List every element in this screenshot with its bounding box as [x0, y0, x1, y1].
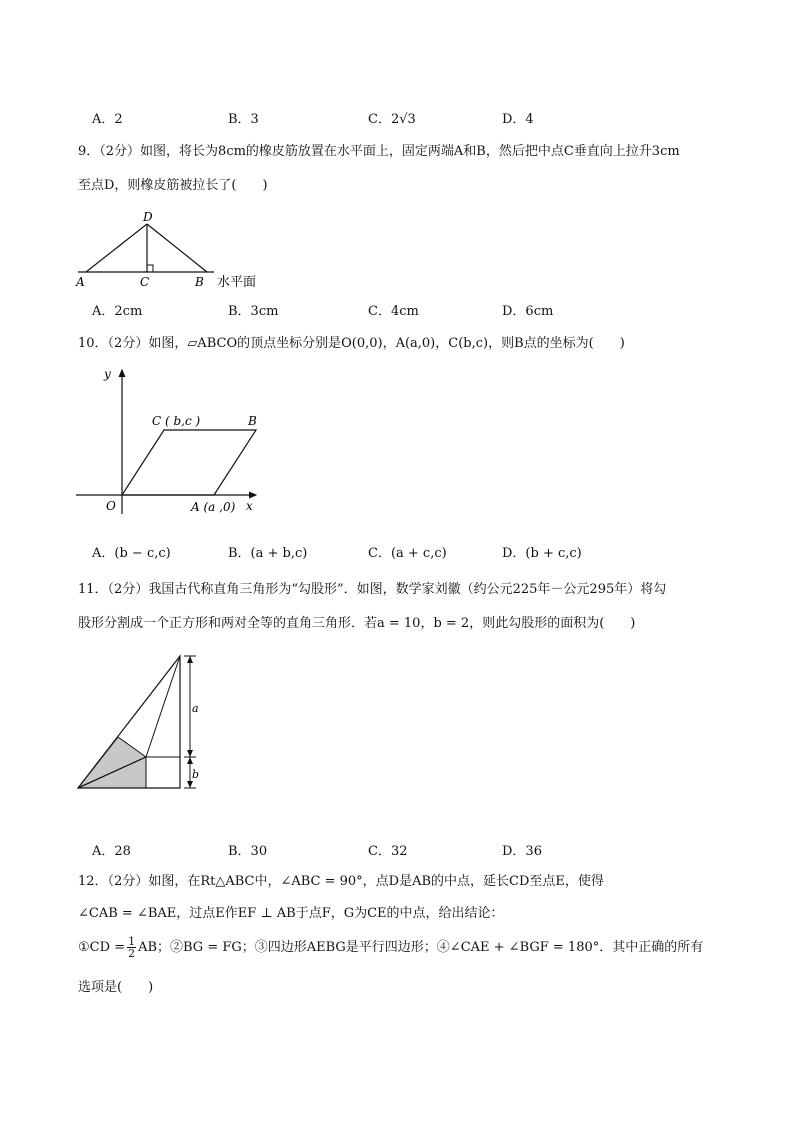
q10-option-a[interactable]: A．(b − c,c): [92, 546, 171, 561]
q10-label-c: C ( b,c ): [152, 414, 201, 428]
q9-option-a[interactable]: A．2cm: [92, 304, 143, 319]
q8-option-a[interactable]: A．2: [92, 112, 123, 127]
q9-right-angle-mark: [147, 265, 153, 272]
q12-stem-line2: ∠CAB = ∠BAE，过点E作EF ⊥ AB于点F，G为CE的中点，给出结论：: [78, 906, 504, 921]
q10-label-a: A (a ,0): [191, 500, 236, 514]
q9-option-b[interactable]: B．3cm: [228, 304, 279, 319]
q8-option-d[interactable]: D．4: [502, 112, 534, 127]
q10-figure: [72, 362, 272, 522]
q9-segment-bd: [147, 224, 207, 272]
q12-stem-line1: 12．（2分）如图，在Rt△ABC中，∠ABC = 90°，点D是AB的中点，延长CD至点E，使得: [78, 874, 604, 889]
q9-label-c: C: [140, 275, 150, 289]
q11-label-b: b: [192, 768, 200, 781]
q12-stem-line3: [78, 934, 728, 962]
q8-option-c[interactable]: C．2√3: [368, 112, 416, 127]
q11-option-a[interactable]: A．28: [92, 844, 131, 859]
q9-label-ground: 水平面: [217, 275, 257, 290]
q9-figure: [74, 208, 274, 292]
q10-label-x: x: [246, 499, 253, 513]
q9-option-c[interactable]: C．4cm: [368, 304, 419, 319]
q11-stem-line2: 股形分割成一个正方形和两对全等的直角三角形．若a = 10，b = 2，则此勾股形的面积为( ): [78, 616, 636, 631]
q10-parallelogram: [122, 430, 256, 495]
q9-label-d: D: [143, 210, 153, 224]
q8-option-b[interactable]: B．3: [228, 112, 259, 127]
q10-label-b: B: [248, 414, 257, 428]
q11-arrow-a-top: [187, 656, 193, 663]
q11-option-b[interactable]: B．30: [228, 844, 268, 859]
q11-line-to-apex: [146, 656, 180, 757]
q9-stem-line1: 9．（2分）如图，将长为8cm的橡皮筋放置在水平面上，固定两端A和B，然后把中点C垂直向上拉升3cm: [78, 144, 680, 159]
q11-option-d[interactable]: D．36: [502, 844, 542, 859]
q10-label-origin: O: [106, 499, 116, 513]
q12-fraction-numerator: 1: [128, 935, 136, 948]
q9-label-b: B: [195, 275, 204, 289]
q10-label-y: y: [104, 367, 111, 381]
q11-option-c[interactable]: C．32: [368, 844, 408, 859]
q12-conclusion-rest: AB；②BG = FG；③四边形AEBG是平行四边形；④∠CAE + ∠BGF = 180°．其中正确的所有: [138, 940, 704, 955]
q12-fraction: [127, 936, 136, 959]
q9-segment-ad: [86, 224, 147, 272]
q10-options: [92, 542, 732, 562]
q10-option-d[interactable]: D．(b + c,c): [502, 546, 582, 561]
q10-option-b[interactable]: B．(a + b,c): [228, 546, 308, 561]
q10-stem-line1: 10．（2分）如图，▱ABCO的顶点坐标分别是O(0,0)，A(a,0)，C(b,c)，则B点的坐标为( ): [78, 336, 625, 351]
q10-option-c[interactable]: C．(a + c,c): [368, 546, 447, 561]
q11-square: [146, 757, 180, 788]
q8-options: [92, 108, 732, 128]
q11-arrow-b-top: [187, 757, 193, 764]
q11-label-a: a: [192, 702, 199, 715]
q9-label-a: A: [76, 275, 85, 289]
q12-stem-line4: 选项是( ): [78, 980, 154, 995]
q9-stem-line2: 至点D，则橡皮筋被拉长了( ): [78, 178, 268, 193]
q11-arrow-a-bottom: [187, 750, 193, 757]
q11-options: [92, 840, 732, 860]
q11-arrow-b-bottom: [187, 781, 193, 788]
q11-figure: [72, 650, 222, 798]
q11-stem-line1: 11．（2分）我国古代称直角三角形为“勾股形”．如图，数学家刘徽（约公元225年－公元295年）将勾: [78, 582, 667, 597]
q12-fraction-denominator: 2: [128, 947, 136, 960]
q12-conclusion-prefix: ①CD =: [78, 940, 126, 955]
q9-option-d[interactable]: D．6cm: [502, 304, 554, 319]
q9-options: [92, 300, 732, 320]
